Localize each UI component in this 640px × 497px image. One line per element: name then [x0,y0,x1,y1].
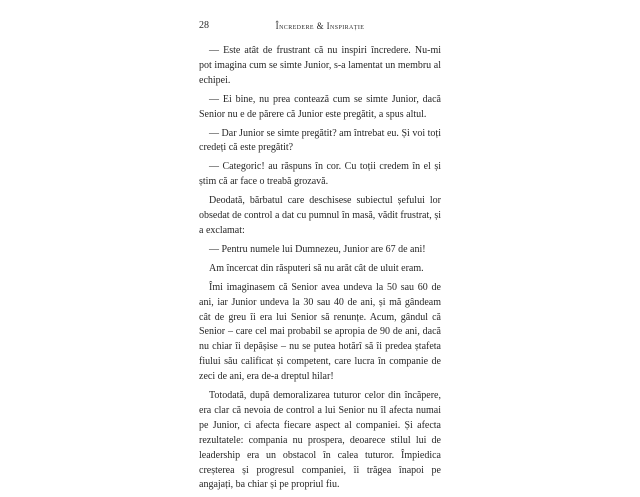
paragraph: Am încercat din răsputeri să nu arăt cât de uluit eram. [209,262,424,274]
paragraph: Deodată, bărbatul care deschisese subiectul șefului lor obsedat de control a dat cu pumnul în masă, vădit frustrat, și a exclamat: [199,195,441,236]
paragraph: — Este atât de frustrant că nu inspiri încredere. Nu-mi pot imagina cum se simte Junior, s-a lamentat un membru al echipei. [199,45,441,86]
running-title: Încredere & Inspirație [275,21,365,31]
paragraph: Îmi imaginasem că Senior avea undeva la 50 sau 60 de ani, iar Junior undeva la 30 sau 40 de ani, și mă gândeam cât de greu îi era lui Senior să renunțe. Acum, gândul că Senior – care cel mai probabil se apropia de 90 de ani, dacă nu chiar îi depășise – nu se putea hotărî să îi predea ștafeta fiului său calificat și competent, care lucra în companie de zeci de ani, era de-a dreptul hilar! [199,281,441,383]
body-text [199,44,441,497]
paragraph: — Categoric! au răspuns în cor. Cu toții credem în el și știm că ar face o treabă grozavă. [199,161,441,188]
page-number: 28 [199,20,209,31]
paragraph: — Dar Junior se simte pregătit? am întrebat eu. Și voi toți credeți că este pregătit? [199,127,441,154]
page-header [199,20,441,34]
paragraph: Totodată, după demoralizarea tuturor celor din încăpere, era clar că nevoia de control a lui Senior nu îl afecta numai pe Junior, ci afecta fiecare aspect al companiei. Și afecta rezultatele: compania nu prospera, deoarece stilul lui de leadership era un obstacol în calea tuturor. Împiedica creșterea și progresul companiei, îi trăgea înapoi pe angajați, ba chiar și pe propriul fiu. [199,390,441,491]
paragraph: — Pentru numele lui Dumnezeu, Junior are 67 de ani! [209,243,426,255]
paragraph: — Ei bine, nu prea contează cum se simte Junior, dacă Senior nu e de părere că Junior este pregătit, a spus altul. [199,93,441,120]
